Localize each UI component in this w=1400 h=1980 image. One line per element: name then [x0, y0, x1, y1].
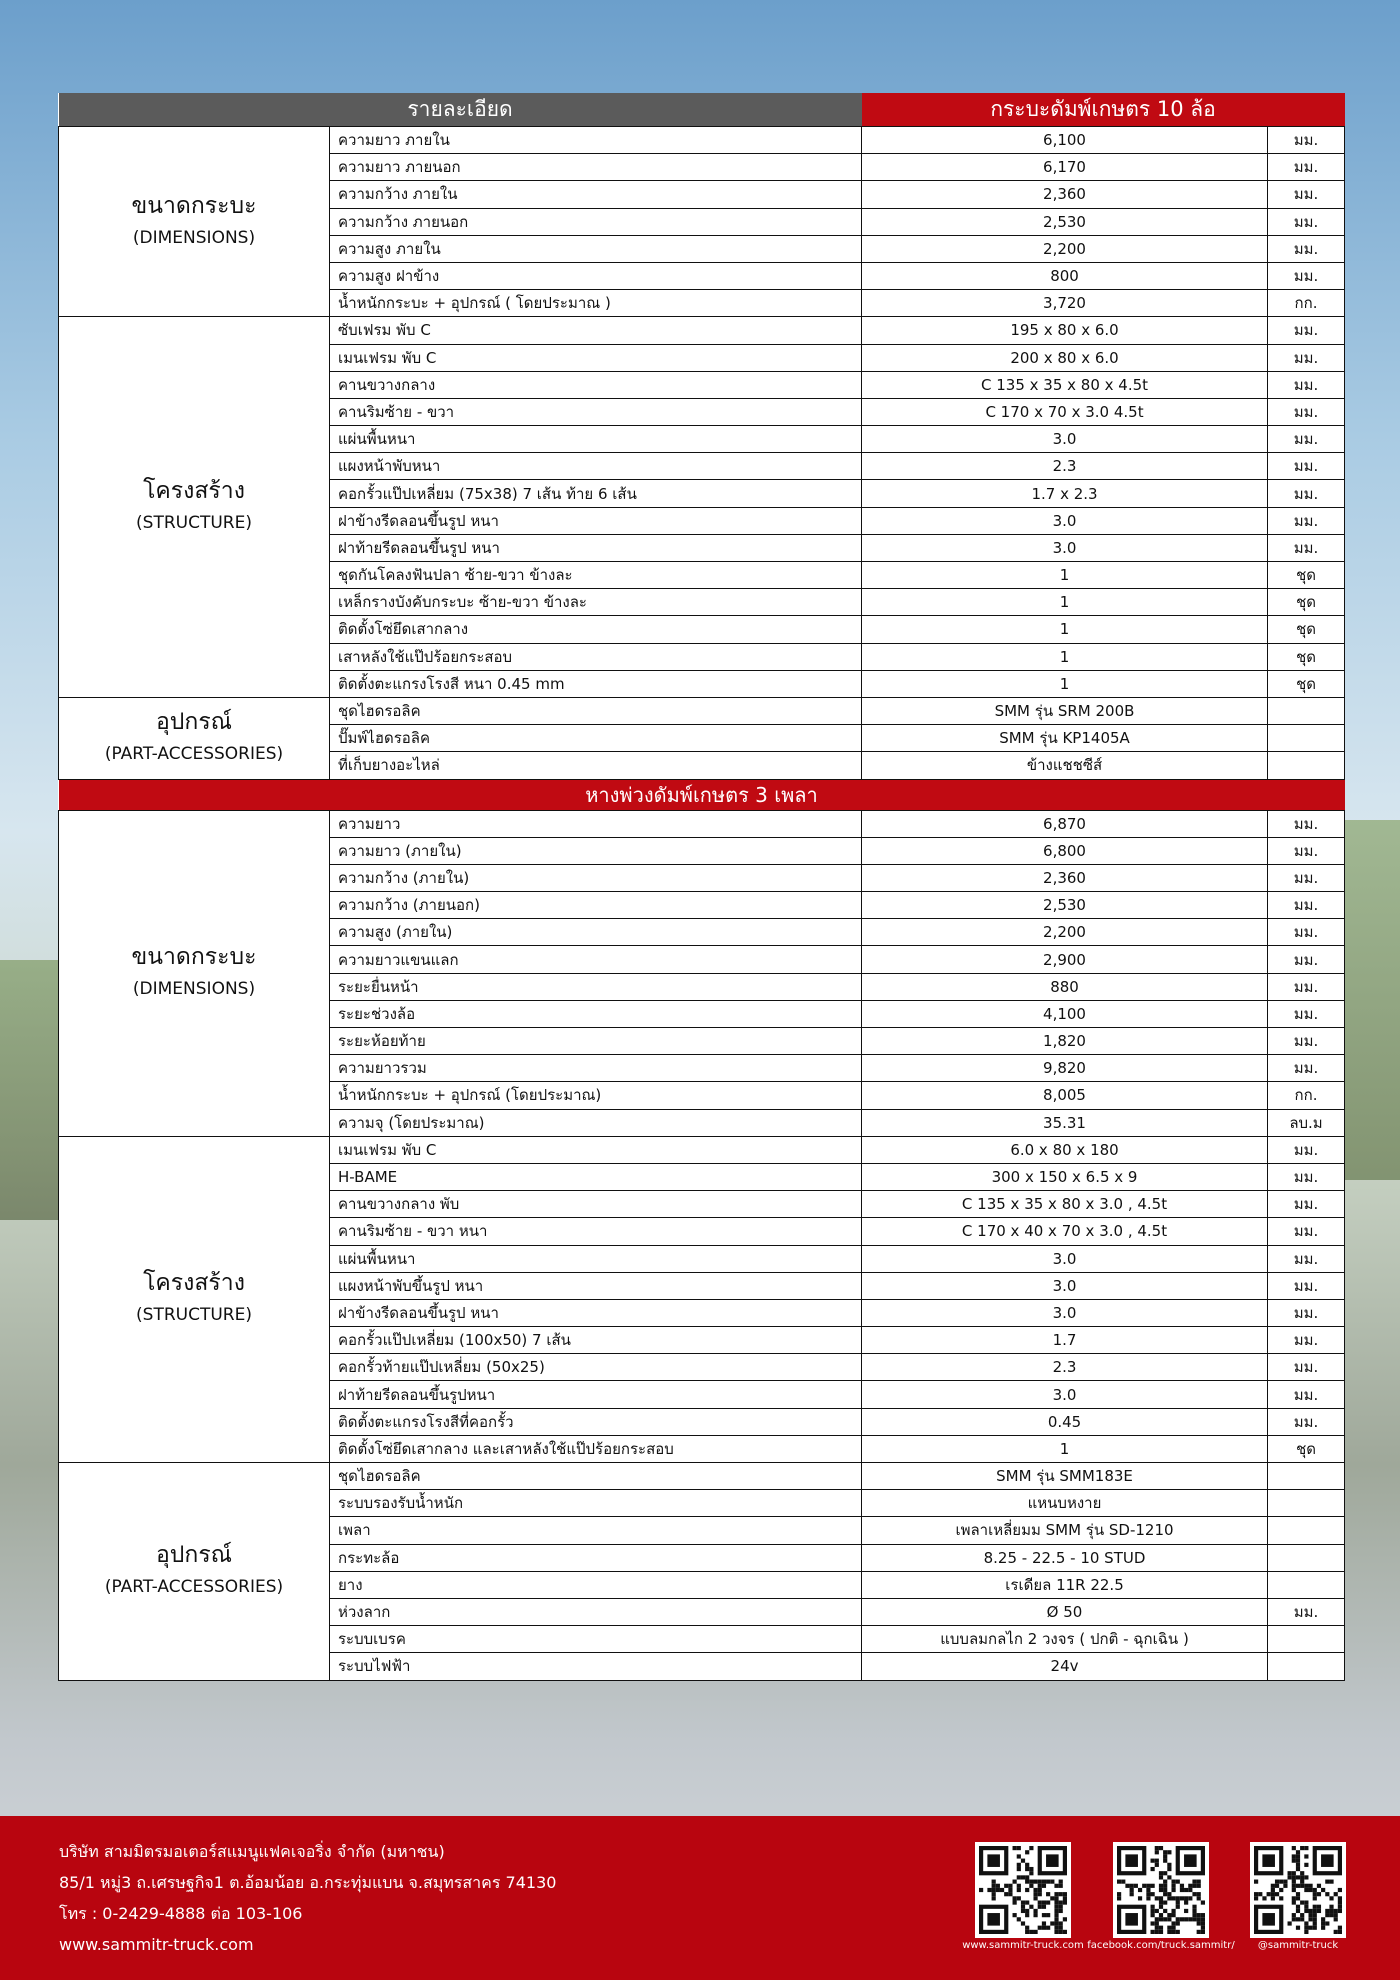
- spec-label: น้ำหนักกระบะ + อุปกรณ์ ( โดยประมาณ ): [330, 290, 862, 317]
- spec-value: 6.0 x 80 x 180: [862, 1136, 1268, 1163]
- spec-label: เพลา: [330, 1517, 862, 1544]
- group-title-english: (PART-ACCESSORIES): [104, 1577, 284, 1598]
- spec-label: ฝาข้างรีดลอนขึ้นรูป หนา: [330, 1299, 862, 1326]
- spec-value: 1,820: [862, 1028, 1268, 1055]
- spec-label: ซับเฟรม พับ C: [330, 317, 862, 344]
- group-title-english: (DIMENSIONS): [132, 979, 256, 1000]
- spec-label: แผ่นพื้นหนา: [330, 1245, 862, 1272]
- spec-label: ฝาท้ายรีดลอนขึ้นรูปหนา: [330, 1381, 862, 1408]
- spec-value: 9,820: [862, 1055, 1268, 1082]
- spec-label: คอกรั้วท้ายแป๊ปเหลี่ยม (50x25): [330, 1354, 862, 1381]
- trailer-title: หางพ่วงดัมพ์เกษตร 3 เพลา: [59, 779, 1345, 810]
- spec-value: 1: [862, 589, 1268, 616]
- group-title-thai: ขนาดกระบะ: [131, 192, 257, 219]
- trailer-section-header: [59, 779, 1345, 810]
- spec-label: ความกว้าง ภายใน: [330, 181, 862, 208]
- group-title-english: (STRUCTURE): [136, 1305, 252, 1326]
- spec-value: C 170 x 40 x 70 x 3.0 , 4.5t: [862, 1218, 1268, 1245]
- spec-value: 2.3: [862, 1354, 1268, 1381]
- spec-value: C 135 x 35 x 80 x 4.5t: [862, 371, 1268, 398]
- spec-unit: มม.: [1268, 262, 1345, 289]
- spec-label: คานขวางกลาง พับ: [330, 1191, 862, 1218]
- spec-label: ความกว้าง (ภายใน): [330, 864, 862, 891]
- spec-unit: มม.: [1268, 1191, 1345, 1218]
- spec-unit: มม.: [1268, 317, 1345, 344]
- spec-value: 1: [862, 670, 1268, 697]
- group-title: [59, 697, 330, 779]
- group-title-thai: ขนาดกระบะ: [131, 944, 257, 971]
- spec-label: คานขวางกลาง: [330, 371, 862, 398]
- spec-value: SMM รุ่น SRM 200B: [862, 697, 1268, 724]
- spec-label: ที่เก็บยางอะไหล่: [330, 752, 862, 779]
- spec-value: แบบลมกลไก 2 วงจร ( ปกติ - ฉุกเฉิน ): [862, 1626, 1268, 1653]
- spec-unit: มม.: [1268, 127, 1345, 154]
- footer: [0, 1816, 1400, 1980]
- spec-value: 6,100: [862, 127, 1268, 154]
- spec-value: 24v: [862, 1653, 1268, 1680]
- spec-label: ชุดกันโคลงฟันปลา ซ้าย-ขวา ข้างละ: [330, 562, 862, 589]
- spec-value: C 135 x 35 x 80 x 3.0 , 4.5t: [862, 1191, 1268, 1218]
- spec-unit: ชุด: [1268, 1435, 1345, 1462]
- spec-value: 3.0: [862, 426, 1268, 453]
- spec-value: 1: [862, 616, 1268, 643]
- spec-row: [59, 1463, 1345, 1490]
- spec-row: [59, 1136, 1345, 1163]
- company-website[interactable]: www.sammitr-truck.com: [59, 1935, 254, 1954]
- table-header-row: [59, 93, 1345, 127]
- header-truck-model: กระบะดัมพ์เกษตร 10 ล้อ: [862, 93, 1345, 127]
- spec-row: [59, 317, 1345, 344]
- spec-label: ระบบเบรค: [330, 1626, 862, 1653]
- spec-unit: มม.: [1268, 1055, 1345, 1082]
- spec-value: 35.31: [862, 1109, 1268, 1136]
- spec-label: ความกว้าง ภายนอก: [330, 208, 862, 235]
- spec-unit: [1268, 1571, 1345, 1598]
- spec-value: 8.25 - 22.5 - 10 STUD: [862, 1544, 1268, 1571]
- company-address: 85/1 หมู่3 ถ.เศรษฐกิจ1 ต.อ้อมน้อย อ.กระทุ่มแบน จ.สมุทรสาคร 74130: [59, 1873, 557, 1892]
- spec-label: ห่วงลาก: [330, 1598, 862, 1625]
- qr-label-facebook: facebook.com/truck.sammitr/: [1087, 1940, 1235, 1951]
- spec-unit: มม.: [1268, 837, 1345, 864]
- spec-value: 6,170: [862, 154, 1268, 181]
- group-title-thai: โครงสร้าง: [143, 1270, 245, 1297]
- spec-value: 1.7 x 2.3: [862, 480, 1268, 507]
- qr-label-website: www.sammitr-truck.com: [962, 1940, 1084, 1951]
- spec-row: [59, 810, 1345, 837]
- group-title-thai: โครงสร้าง: [143, 478, 245, 505]
- spec-label: ความยาว ภายใน: [330, 127, 862, 154]
- spec-unit: มม.: [1268, 534, 1345, 561]
- spec-unit: กก.: [1268, 290, 1345, 317]
- spec-unit: ชุด: [1268, 670, 1345, 697]
- spec-unit: มม.: [1268, 371, 1345, 398]
- spec-label: แผ่นพื้นหนา: [330, 426, 862, 453]
- spec-value: ข้างแชชซีส์: [862, 752, 1268, 779]
- spec-unit: มม.: [1268, 1598, 1345, 1625]
- spec-label: ความสูง ฝาข้าง: [330, 262, 862, 289]
- spec-value: 300 x 150 x 6.5 x 9: [862, 1163, 1268, 1190]
- spec-unit: มม.: [1268, 1000, 1345, 1027]
- spec-value: 1: [862, 643, 1268, 670]
- spec-label: ความสูง (ภายใน): [330, 919, 862, 946]
- spec-label: ความยาวรวม: [330, 1055, 862, 1082]
- spec-label: เหล็กรางบังคับกระบะ ซ้าย-ขวา ข้างละ: [330, 589, 862, 616]
- group-title: [59, 810, 330, 1136]
- spec-unit: มม.: [1268, 973, 1345, 1000]
- spec-value: 2,530: [862, 208, 1268, 235]
- spec-value: 3.0: [862, 1299, 1268, 1326]
- spec-label: ปั๊มพ์ไฮดรอลิค: [330, 725, 862, 752]
- spec-unit: มม.: [1268, 235, 1345, 262]
- spec-value: 200 x 80 x 6.0: [862, 344, 1268, 371]
- spec-unit: [1268, 1463, 1345, 1490]
- spec-value: 3.0: [862, 534, 1268, 561]
- spec-unit: มม.: [1268, 1299, 1345, 1326]
- spec-value: 2,360: [862, 864, 1268, 891]
- spec-unit: มม.: [1268, 1218, 1345, 1245]
- company-info: [59, 1836, 556, 1960]
- spec-value: 880: [862, 973, 1268, 1000]
- spec-label: ความยาวแขนแลก: [330, 946, 862, 973]
- spec-label: ยาง: [330, 1571, 862, 1598]
- spec-unit: [1268, 725, 1345, 752]
- spec-unit: มม.: [1268, 864, 1345, 891]
- spec-sheet: [58, 93, 1344, 1681]
- spec-unit: มม.: [1268, 1163, 1345, 1190]
- qr-label-line: @sammitr-truck: [1257, 1940, 1339, 1951]
- spec-unit: [1268, 1517, 1345, 1544]
- spec-label: ระยะยื่นหน้า: [330, 973, 862, 1000]
- spec-label: ระยะช่วงล้อ: [330, 1000, 862, 1027]
- spec-label: แผงหน้าพับหนา: [330, 453, 862, 480]
- group-title-english: (DIMENSIONS): [132, 227, 256, 248]
- spec-label: ติดตั้งโซ่ยึดเสากลาง และเสาหลังใช้แป๊ปร้อยกระสอบ: [330, 1435, 862, 1462]
- spec-value: เพลาเหลี่ยมม SMM รุ่น SD-1210: [862, 1517, 1268, 1544]
- spec-unit: มม.: [1268, 1245, 1345, 1272]
- qr-code-website[interactable]: [975, 1842, 1071, 1938]
- spec-value: 3.0: [862, 1272, 1268, 1299]
- spec-table: [58, 93, 1345, 1681]
- spec-unit: มม.: [1268, 1354, 1345, 1381]
- spec-label: น้ำหนักกระบะ + อุปกรณ์ (โดยประมาณ): [330, 1082, 862, 1109]
- group-title: [59, 127, 330, 317]
- spec-label: เมนเฟรม พับ C: [330, 344, 862, 371]
- spec-label: ความสูง ภายใน: [330, 235, 862, 262]
- company-phone: โทร : 0-2429-4888 ต่อ 103-106: [59, 1904, 303, 1923]
- spec-value: 1: [862, 1435, 1268, 1462]
- header-details: รายละเอียด: [59, 93, 862, 127]
- spec-value: 2,360: [862, 181, 1268, 208]
- spec-label: ระยะห้อยท้าย: [330, 1028, 862, 1055]
- group-title-english: (STRUCTURE): [136, 513, 252, 534]
- spec-label: ความยาว ภายนอก: [330, 154, 862, 181]
- spec-label: ระบบรองรับน้ำหนัก: [330, 1490, 862, 1517]
- spec-value: Ø 50: [862, 1598, 1268, 1625]
- spec-value: 8,005: [862, 1082, 1268, 1109]
- spec-value: 2,200: [862, 235, 1268, 262]
- spec-value: 6,870: [862, 810, 1268, 837]
- spec-unit: ชุด: [1268, 589, 1345, 616]
- spec-unit: มม.: [1268, 1381, 1345, 1408]
- spec-label: กระทะล้อ: [330, 1544, 862, 1571]
- spec-value: 1: [862, 562, 1268, 589]
- group-title: [59, 317, 330, 698]
- spec-unit: ลบ.ม: [1268, 1109, 1345, 1136]
- spec-label: ชุดไฮดรอลิค: [330, 1463, 862, 1490]
- spec-label: ระบบไฟฟ้า: [330, 1653, 862, 1680]
- spec-label: ความจุ (โดยประมาณ): [330, 1109, 862, 1136]
- spec-unit: มม.: [1268, 946, 1345, 973]
- spec-unit: มม.: [1268, 1136, 1345, 1163]
- spec-label: ความกว้าง (ภายนอก): [330, 892, 862, 919]
- spec-unit: มม.: [1268, 453, 1345, 480]
- spec-unit: มม.: [1268, 507, 1345, 534]
- group-title-thai: อุปกรณ์: [155, 709, 233, 736]
- spec-value: 1.7: [862, 1327, 1268, 1354]
- spec-label: ฝาข้างรีดลอนขึ้นรูป หนา: [330, 507, 862, 534]
- spec-unit: มม.: [1268, 1408, 1345, 1435]
- spec-label: ชุดไฮดรอลิค: [330, 697, 862, 724]
- spec-value: 3.0: [862, 1381, 1268, 1408]
- spec-label: คานริมซ้าย - ขวา: [330, 398, 862, 425]
- spec-label: ฝาท้ายรีดลอนขึ้นรูป หนา: [330, 534, 862, 561]
- spec-label: คอกรั้วแป๊ปเหลี่ยม (100x50) 7 เส้น: [330, 1327, 862, 1354]
- spec-unit: มม.: [1268, 344, 1345, 371]
- qr-code-facebook[interactable]: [1113, 1842, 1209, 1938]
- spec-unit: ชุด: [1268, 562, 1345, 589]
- spec-value: C 170 x 70 x 3.0 4.5t: [862, 398, 1268, 425]
- spec-unit: มม.: [1268, 1028, 1345, 1055]
- spec-label: ความยาว (ภายใน): [330, 837, 862, 864]
- spec-unit: มม.: [1268, 426, 1345, 453]
- group-title: [59, 1136, 330, 1462]
- spec-label: ความยาว: [330, 810, 862, 837]
- spec-unit: มม.: [1268, 208, 1345, 235]
- spec-unit: ชุด: [1268, 616, 1345, 643]
- spec-unit: มม.: [1268, 398, 1345, 425]
- spec-unit: [1268, 752, 1345, 779]
- spec-label: ติดตั้งตะแกรงโรงสี หนา 0.45 mm: [330, 670, 862, 697]
- spec-unit: [1268, 1626, 1345, 1653]
- spec-label: ติดตั้งตะแกรงโรงสีที่คอกรั้ว: [330, 1408, 862, 1435]
- spec-unit: มม.: [1268, 480, 1345, 507]
- qr-code-line[interactable]: [1250, 1842, 1346, 1938]
- spec-value: 6,800: [862, 837, 1268, 864]
- company-name: บริษัท สามมิตรมอเตอร์สแมนูแฟคเจอริ่ง จำกัด (มหาชน): [59, 1842, 445, 1861]
- spec-value: 195 x 80 x 6.0: [862, 317, 1268, 344]
- spec-value: 2,200: [862, 919, 1268, 946]
- spec-label: เสาหลังใช้แป๊ปร้อยกระสอบ: [330, 643, 862, 670]
- spec-unit: [1268, 1544, 1345, 1571]
- spec-value: 4,100: [862, 1000, 1268, 1027]
- spec-value: เรเดียล 11R 22.5: [862, 1571, 1268, 1598]
- spec-label: เมนเฟรม พับ C: [330, 1136, 862, 1163]
- spec-unit: ชุด: [1268, 643, 1345, 670]
- spec-unit: [1268, 1653, 1345, 1680]
- spec-value: 2,530: [862, 892, 1268, 919]
- spec-unit: มม.: [1268, 181, 1345, 208]
- spec-label: H-BAME: [330, 1163, 862, 1190]
- spec-value: 0.45: [862, 1408, 1268, 1435]
- spec-label: คานริมซ้าย - ขวา หนา: [330, 1218, 862, 1245]
- spec-row: [59, 127, 1345, 154]
- spec-value: 800: [862, 262, 1268, 289]
- spec-unit: มม.: [1268, 892, 1345, 919]
- spec-value: SMM รุ่น KP1405A: [862, 725, 1268, 752]
- spec-value: 3,720: [862, 290, 1268, 317]
- spec-unit: มม.: [1268, 810, 1345, 837]
- spec-value: 3.0: [862, 507, 1268, 534]
- spec-unit: [1268, 697, 1345, 724]
- spec-unit: มม.: [1268, 1272, 1345, 1299]
- spec-unit: มม.: [1268, 1327, 1345, 1354]
- spec-value: 3.0: [862, 1245, 1268, 1272]
- group-title-english: (PART-ACCESSORIES): [104, 744, 284, 765]
- spec-value: 2.3: [862, 453, 1268, 480]
- spec-label: ติดตั้งโซ่ยึดเสากลาง: [330, 616, 862, 643]
- spec-label: แผงหน้าพับขึ้นรูป หนา: [330, 1272, 862, 1299]
- spec-value: 2,900: [862, 946, 1268, 973]
- spec-unit: กก.: [1268, 1082, 1345, 1109]
- spec-unit: มม.: [1268, 919, 1345, 946]
- group-title: [59, 1463, 330, 1681]
- spec-value: SMM รุ่น SMM183E: [862, 1463, 1268, 1490]
- spec-unit: มม.: [1268, 154, 1345, 181]
- spec-label: คอกรั้วแป๊ปเหลี่ยม (75x38) 7 เส้น ท้าย 6 เส้น: [330, 480, 862, 507]
- spec-unit: [1268, 1490, 1345, 1517]
- spec-row: [59, 697, 1345, 724]
- spec-value: แหนบหงาย: [862, 1490, 1268, 1517]
- group-title-thai: อุปกรณ์: [155, 1542, 233, 1569]
